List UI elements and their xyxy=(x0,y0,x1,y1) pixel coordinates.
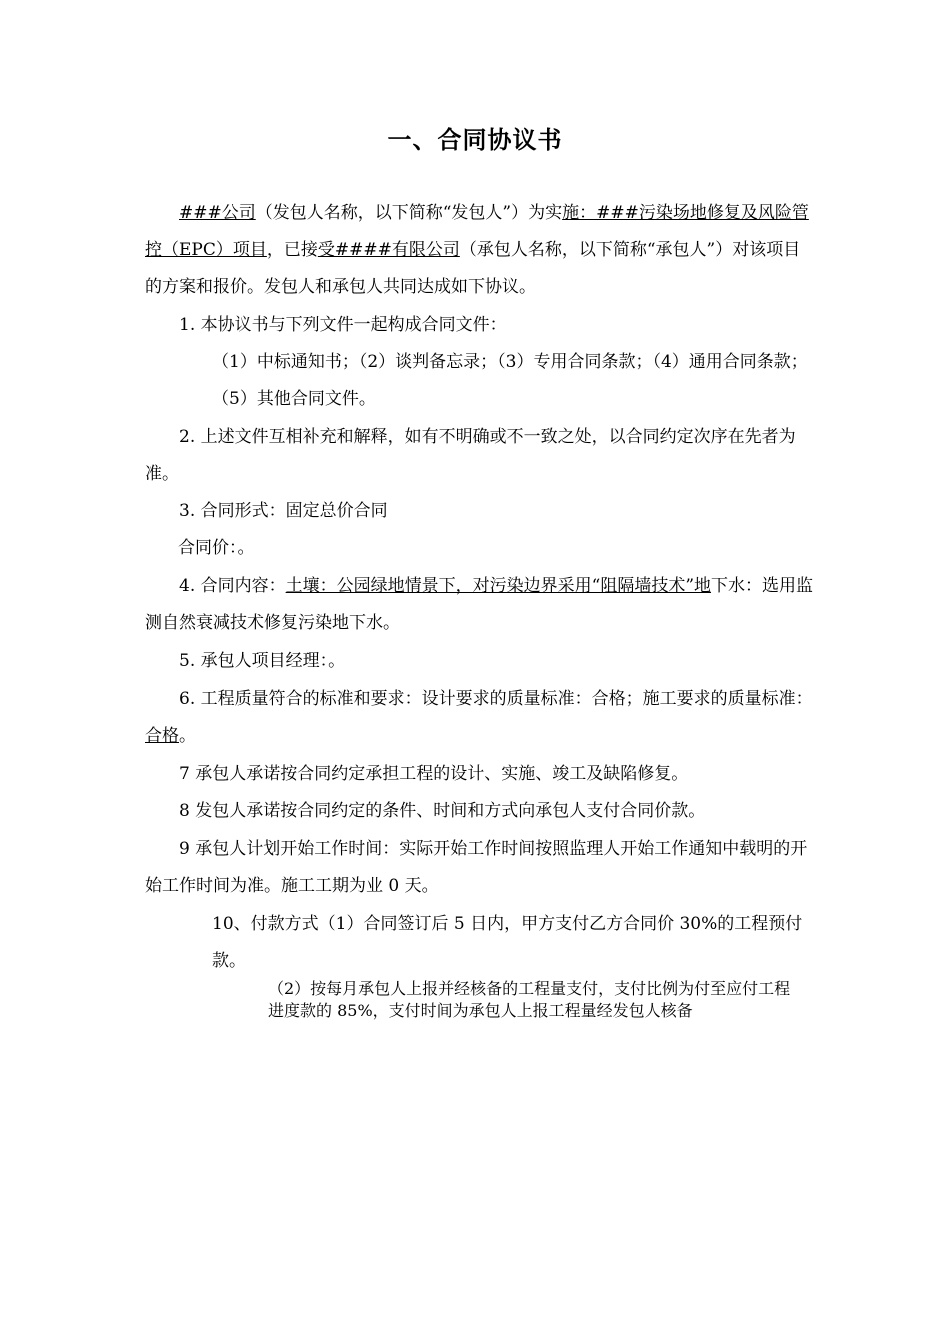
item-6 xyxy=(145,681,813,755)
item-3: 3. 合同形式：固定总价合同 xyxy=(179,501,388,521)
item-6-quality: 合格 xyxy=(145,726,179,746)
item-9: 9 承包人计划开始工作时间：实际开始工作时间按照监理人开始工作通知中载明的开始工作时间为准。施工工期为业 0 天。 xyxy=(145,839,808,896)
item-8: 8 发包人承诺按合同约定的条件、时间和方式向承包人支付合同价款。 xyxy=(179,801,706,821)
item-4 xyxy=(145,568,813,642)
intro-text-3: （承包人名称，以下简称“承包人”）对该项目的方案和报价。发包人和承包人共同达成如下协议。 xyxy=(145,240,801,297)
page-title: 一、合同协议书 xyxy=(387,126,563,154)
item-5: 5. 承包人项目经理：。 xyxy=(179,651,346,671)
intro-text-1: （发包人名称，以下简称“发包人”）为实 xyxy=(255,203,563,223)
intro-text-2: ，已接 xyxy=(266,240,318,260)
intro-paragraph xyxy=(145,195,813,306)
item-4-soil: 土壤：公园绿地情景下，对污染边界采用“阻隔墙技术”地 xyxy=(285,576,712,596)
item-1-documents: （1）中标通知书；（2）谈判备忘录；（3）专用合同条款；（4）通用合同条款；（5）其他合同文件。 xyxy=(212,352,808,409)
employer-name: ###公司 xyxy=(179,203,256,223)
contractor-name: 受####有限公司 xyxy=(317,240,460,260)
item-7: 7 承包人承诺按合同约定承担工程的设计、实施、竣工及缺陷修复。 xyxy=(179,764,689,784)
item-6-end: 。 xyxy=(179,726,196,746)
item-6-text: 6. 工程质量符合的标准和要求：设计要求的质量标准：合格；施工要求的质量标准： xyxy=(179,689,813,709)
item-1: 1. 本协议书与下列文件一起构成合同文件： xyxy=(179,315,507,335)
project-name: 施：###污染场地修复及风险管控（EPC）项目 xyxy=(145,203,809,260)
item-10: 10、付款方式（1）合同签订后 5 日内，甲方支付乙方合同价 30%的工程预付款。 xyxy=(212,914,803,971)
item-4-label: 4. 合同内容： xyxy=(179,576,286,596)
item-4-groundwater: 下水：选用监测自然衰减技术修复污染地下水。 xyxy=(145,576,814,633)
contract-price: 合同价：。 xyxy=(178,538,255,558)
item-10-payment-2: （2）按每月承包人上报并经核备的工程量支付，支付比例为付至应付工程进度款的 85%，支付时间为承包人上报工程量经发包人核备 xyxy=(268,979,791,1020)
item-2: 2. 上述文件互相补充和解释，如有不明确或不一致之处，以合同约定次序在先者为准。 xyxy=(145,427,796,484)
